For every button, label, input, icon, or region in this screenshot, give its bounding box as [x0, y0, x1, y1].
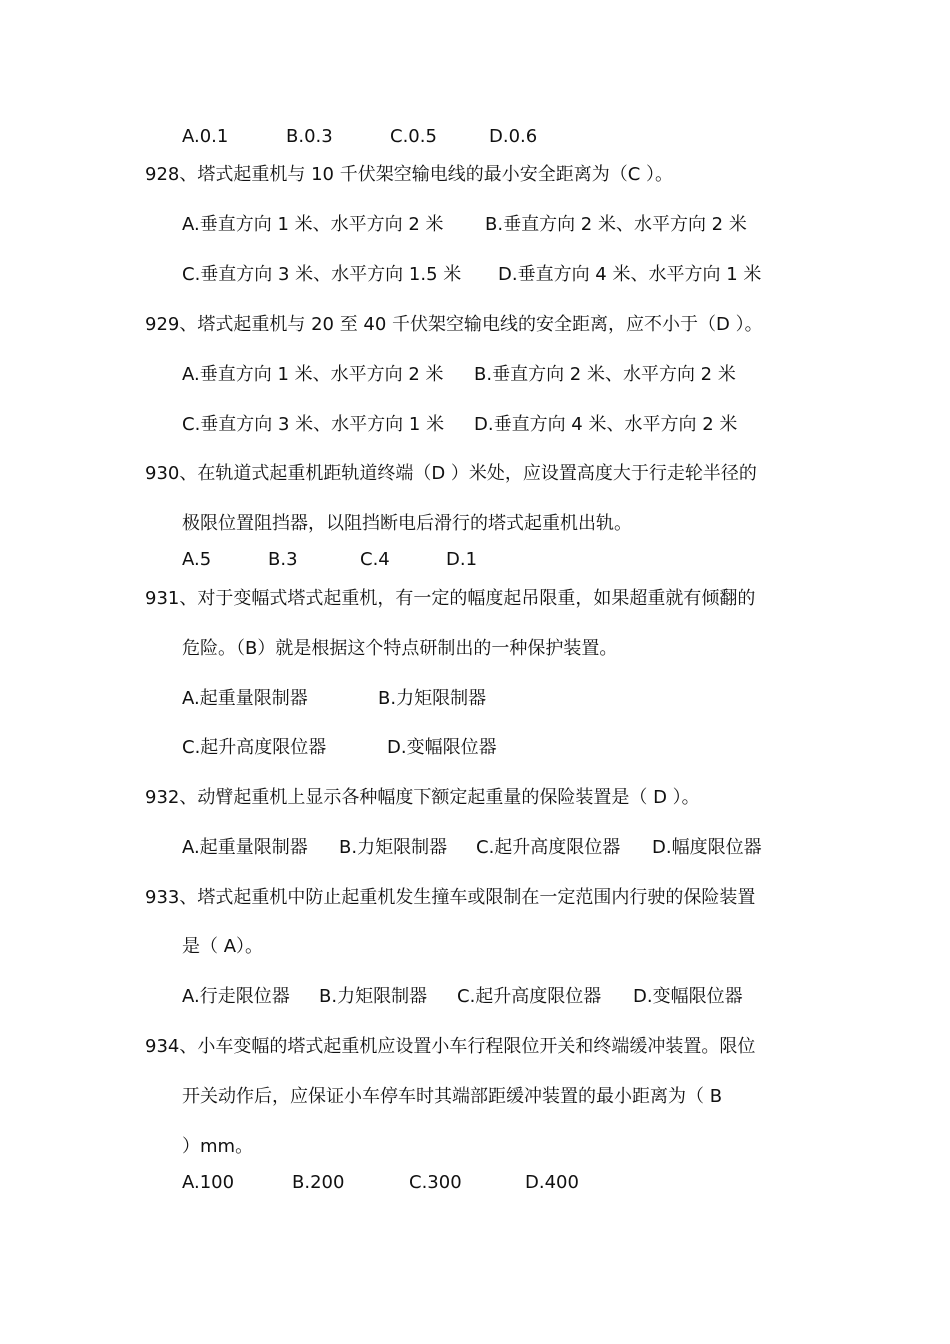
question-930-continued: 极限位置阻挡器，以阻挡断电后滑行的塔式起重机出轨。 [182, 513, 632, 534]
question-934: 934、小车变幅的塔式起重机应设置小车行程限位开关和终端缓冲装置。限位 [145, 1036, 756, 1057]
option-a: A.行走限位器 [182, 986, 290, 1007]
option-a: A.0.1 [182, 126, 229, 147]
option-c: C.4 [360, 549, 390, 570]
option-c: C.垂直方向 3 米、水平方向 1.5 米 [182, 264, 462, 285]
question-931-continued: 危险。（B）就是根据这个特点研制出的一种保护装置。 [182, 638, 618, 659]
option-d: D.幅度限位器 [652, 837, 762, 858]
option-b: B.垂直方向 2 米、水平方向 2 米 [485, 214, 747, 235]
option-a: A.起重量限制器 [182, 837, 308, 858]
option-c: C.起升高度限位器 [457, 986, 602, 1007]
question-932: 932、动臂起重机上显示各种幅度下额定起重量的保险装置是（ D ）。 [145, 787, 700, 808]
option-c: C.起升高度限位器 [476, 837, 621, 858]
option-d: D.400 [525, 1172, 579, 1193]
option-d: D.0.6 [489, 126, 538, 147]
option-c: C.300 [409, 1172, 462, 1193]
question-928: 928、塔式起重机与 10 千伏架空输电线的最小安全距离为（C ）。 [145, 164, 673, 185]
question-929: 929、塔式起重机与 20 至 40 千伏架空输电线的安全距离，应不小于（D ）。 [145, 314, 763, 335]
option-d: D.垂直方向 4 米、水平方向 1 米 [498, 264, 762, 285]
question-934-continued: 开关动作后，应保证小车停车时其端部距缓冲装置的最小距离为（ B [182, 1086, 723, 1107]
option-c: C.起升高度限位器 [182, 737, 327, 758]
option-d: D.1 [446, 549, 478, 570]
option-a: A.5 [182, 549, 212, 570]
option-a: A.垂直方向 1 米、水平方向 2 米 [182, 364, 444, 385]
option-b: B.0.3 [286, 126, 333, 147]
option-d: D.垂直方向 4 米、水平方向 2 米 [474, 414, 738, 435]
option-d: D.变幅限位器 [387, 737, 497, 758]
option-b: B.力矩限制器 [319, 986, 428, 1007]
option-b: B.垂直方向 2 米、水平方向 2 米 [474, 364, 736, 385]
option-c: C.0.5 [390, 126, 437, 147]
option-a: A.垂直方向 1 米、水平方向 2 米 [182, 214, 444, 235]
question-931: 931、对于变幅式塔式起重机，有一定的幅度起吊限重，如果超重就有倾翻的 [145, 588, 756, 609]
question-934-continued-2: ）mm。 [182, 1136, 254, 1157]
question-933-continued: 是（ A）。 [182, 936, 264, 957]
option-b: B.力矩限制器 [378, 688, 487, 709]
option-d: D.变幅限位器 [633, 986, 743, 1007]
option-a: A.起重量限制器 [182, 688, 308, 709]
option-a: A.100 [182, 1172, 235, 1193]
question-930: 930、在轨道式起重机距轨道终端（D ）米处，应设置高度大于行走轮半径的 [145, 463, 757, 484]
question-933: 933、塔式起重机中防止起重机发生撞车或限制在一定范围内行驶的保险装置 [145, 887, 756, 908]
option-b: B.力矩限制器 [339, 837, 448, 858]
option-b: B.3 [268, 549, 298, 570]
option-b: B.200 [292, 1172, 345, 1193]
option-c: C.垂直方向 3 米、水平方向 1 米 [182, 414, 445, 435]
